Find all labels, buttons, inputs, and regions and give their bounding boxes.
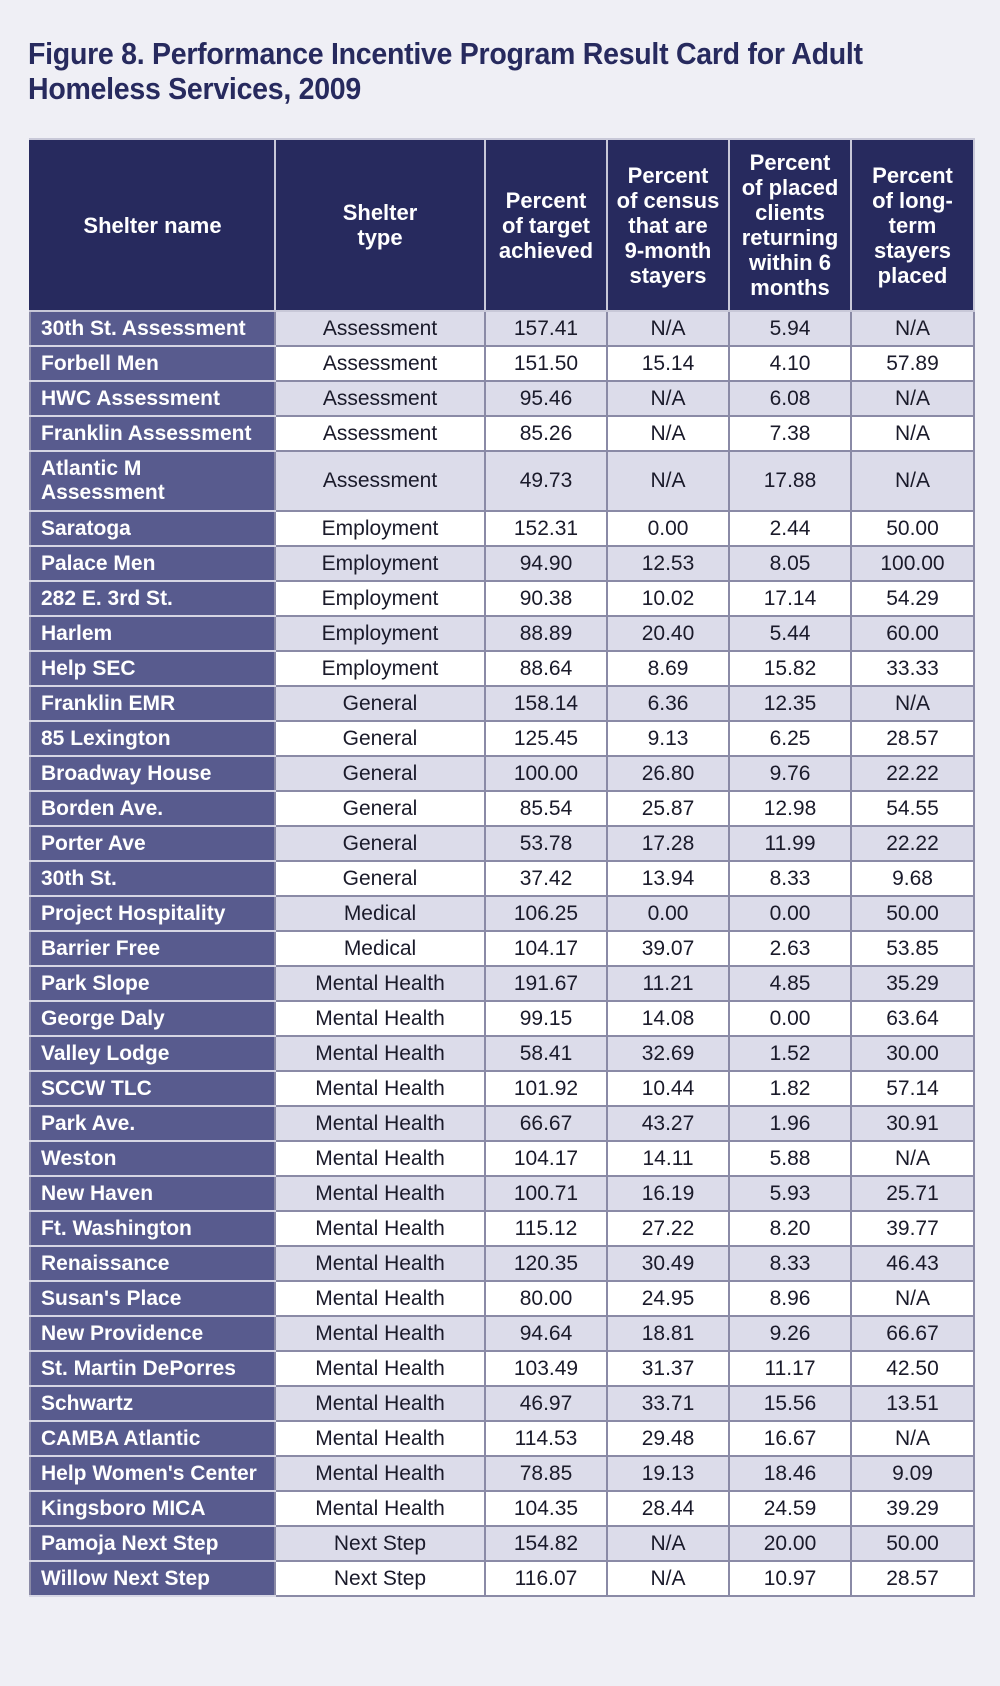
long-term-stayers-placed-cell: 9.68 xyxy=(851,861,974,896)
target-achieved-cell: 46.97 xyxy=(485,1386,607,1421)
table-row xyxy=(30,896,974,931)
returning-within-6-months-cell: 5.94 xyxy=(729,311,851,346)
nine-month-stayers-cell: 43.27 xyxy=(607,1106,729,1141)
nine-month-stayers-cell: 30.49 xyxy=(607,1246,729,1281)
shelter-name-cell: Park Slope xyxy=(30,966,275,1001)
long-term-stayers-placed-cell: 30.91 xyxy=(851,1106,974,1141)
returning-within-6-months-cell: 2.63 xyxy=(729,931,851,966)
long-term-stayers-placed-cell: 25.71 xyxy=(851,1176,974,1211)
shelter-name-cell: SCCW TLC xyxy=(30,1071,275,1106)
returning-within-6-months-cell: 8.05 xyxy=(729,546,851,581)
long-term-stayers-placed-cell: 100.00 xyxy=(851,546,974,581)
target-achieved-cell: 99.15 xyxy=(485,1001,607,1036)
table-row xyxy=(30,1246,974,1281)
nine-month-stayers-cell: N/A xyxy=(607,1526,729,1561)
shelter-name-cell: Atlantic M Assessment xyxy=(30,451,275,511)
shelter-name-cell: Broadway House xyxy=(30,756,275,791)
returning-within-6-months-cell: 12.35 xyxy=(729,686,851,721)
shelter-name-cell: Franklin Assessment xyxy=(30,416,275,451)
shelter-name-cell: Borden Ave. xyxy=(30,791,275,826)
table-row xyxy=(30,721,974,756)
table-row xyxy=(30,1281,974,1316)
target-achieved-cell: 106.25 xyxy=(485,896,607,931)
long-term-stayers-placed-cell: 33.33 xyxy=(851,651,974,686)
shelter-type-cell: Assessment xyxy=(275,346,485,381)
target-achieved-cell: 157.41 xyxy=(485,311,607,346)
table-row xyxy=(30,1421,974,1456)
shelter-name-cell: Forbell Men xyxy=(30,346,275,381)
returning-within-6-months-cell: 17.88 xyxy=(729,451,851,511)
long-term-stayers-placed-cell: N/A xyxy=(851,1281,974,1316)
target-achieved-cell: 100.71 xyxy=(485,1176,607,1211)
table-row xyxy=(30,311,974,346)
table-row xyxy=(30,511,974,546)
returning-within-6-months-cell: 11.17 xyxy=(729,1351,851,1386)
table-row xyxy=(30,791,974,826)
shelter-type-cell: Mental Health xyxy=(275,1246,485,1281)
shelter-name-cell: Help Women's Center xyxy=(30,1456,275,1491)
nine-month-stayers-cell: N/A xyxy=(607,311,729,346)
nine-month-stayers-cell: 26.80 xyxy=(607,756,729,791)
returning-within-6-months-cell: 16.67 xyxy=(729,1421,851,1456)
long-term-stayers-placed-cell: N/A xyxy=(851,1421,974,1456)
target-achieved-cell: 94.90 xyxy=(485,546,607,581)
target-achieved-cell: 100.00 xyxy=(485,756,607,791)
shelter-type-cell: Employment xyxy=(275,511,485,546)
returning-within-6-months-cell: 9.26 xyxy=(729,1316,851,1351)
returning-within-6-months-cell: 5.93 xyxy=(729,1176,851,1211)
table-row xyxy=(30,1071,974,1106)
target-achieved-cell: 115.12 xyxy=(485,1211,607,1246)
shelter-type-cell: General xyxy=(275,791,485,826)
shelter-name-cell: Susan's Place xyxy=(30,1281,275,1316)
nine-month-stayers-cell: 29.48 xyxy=(607,1421,729,1456)
table-body xyxy=(30,311,974,1596)
nine-month-stayers-cell: N/A xyxy=(607,381,729,416)
table-row xyxy=(30,1386,974,1421)
shelter-name-cell: New Haven xyxy=(30,1176,275,1211)
returning-within-6-months-cell: 6.08 xyxy=(729,381,851,416)
shelter-type-cell: Assessment xyxy=(275,381,485,416)
shelter-name-cell: Project Hospitality xyxy=(30,896,275,931)
target-achieved-cell: 103.49 xyxy=(485,1351,607,1386)
nine-month-stayers-cell: 16.19 xyxy=(607,1176,729,1211)
shelter-type-cell: Employment xyxy=(275,616,485,651)
long-term-stayers-placed-cell: 42.50 xyxy=(851,1351,974,1386)
table-row xyxy=(30,1001,974,1036)
returning-within-6-months-cell: 8.20 xyxy=(729,1211,851,1246)
table-row xyxy=(30,616,974,651)
long-term-stayers-placed-cell: N/A xyxy=(851,311,974,346)
returning-within-6-months-cell: 2.44 xyxy=(729,511,851,546)
table-row xyxy=(30,451,974,511)
target-achieved-cell: 85.26 xyxy=(485,416,607,451)
long-term-stayers-placed-cell: 54.29 xyxy=(851,581,974,616)
target-achieved-cell: 80.00 xyxy=(485,1281,607,1316)
target-achieved-cell: 90.38 xyxy=(485,581,607,616)
table-row xyxy=(30,1316,974,1351)
shelter-name-cell: Kingsboro MICA xyxy=(30,1491,275,1526)
shelter-type-cell: Medical xyxy=(275,896,485,931)
returning-within-6-months-cell: 4.10 xyxy=(729,346,851,381)
shelter-name-cell: 30th St. Assessment xyxy=(30,311,275,346)
long-term-stayers-placed-cell: N/A xyxy=(851,451,974,511)
target-achieved-cell: 154.82 xyxy=(485,1526,607,1561)
shelter-type-cell: General xyxy=(275,721,485,756)
nine-month-stayers-cell: 27.22 xyxy=(607,1211,729,1246)
returning-within-6-months-cell: 9.76 xyxy=(729,756,851,791)
table-row xyxy=(30,1176,974,1211)
target-achieved-cell: 95.46 xyxy=(485,381,607,416)
shelter-type-cell: Assessment xyxy=(275,311,485,346)
table-row xyxy=(30,826,974,861)
nine-month-stayers-cell: 25.87 xyxy=(607,791,729,826)
nine-month-stayers-cell: N/A xyxy=(607,1561,729,1596)
returning-within-6-months-cell: 7.38 xyxy=(729,416,851,451)
target-achieved-cell: 104.35 xyxy=(485,1491,607,1526)
shelter-type-cell: Assessment xyxy=(275,416,485,451)
target-achieved-cell: 78.85 xyxy=(485,1456,607,1491)
shelter-type-cell: Assessment xyxy=(275,451,485,511)
table-header-row xyxy=(30,139,974,311)
target-achieved-cell: 125.45 xyxy=(485,721,607,756)
returning-within-6-months-cell: 5.44 xyxy=(729,616,851,651)
nine-month-stayers-cell: 33.71 xyxy=(607,1386,729,1421)
shelter-type-cell: Mental Health xyxy=(275,1281,485,1316)
returning-within-6-months-cell: 8.96 xyxy=(729,1281,851,1316)
long-term-stayers-placed-cell: 54.55 xyxy=(851,791,974,826)
returning-within-6-months-cell: 17.14 xyxy=(729,581,851,616)
shelter-name-cell: New Providence xyxy=(30,1316,275,1351)
shelter-name-cell: St. Martin DePorres xyxy=(30,1351,275,1386)
figure-title: Figure 8. Performance Incentive Program Result Card for Adult Homeless Services, 2009 xyxy=(28,36,863,106)
shelter-name-cell: Park Ave. xyxy=(30,1106,275,1141)
column-header-shelter-type: Shelter type xyxy=(275,139,485,311)
target-achieved-cell: 152.31 xyxy=(485,511,607,546)
returning-within-6-months-cell: 6.25 xyxy=(729,721,851,756)
nine-month-stayers-cell: 18.81 xyxy=(607,1316,729,1351)
target-achieved-cell: 37.42 xyxy=(485,861,607,896)
returning-within-6-months-cell: 15.82 xyxy=(729,651,851,686)
target-achieved-cell: 151.50 xyxy=(485,346,607,381)
shelter-type-cell: Mental Health xyxy=(275,1036,485,1071)
returning-within-6-months-cell: 1.82 xyxy=(729,1071,851,1106)
target-achieved-cell: 49.73 xyxy=(485,451,607,511)
shelter-type-cell: General xyxy=(275,861,485,896)
table-row xyxy=(30,546,974,581)
nine-month-stayers-cell: 14.11 xyxy=(607,1141,729,1176)
nine-month-stayers-cell: 11.21 xyxy=(607,966,729,1001)
target-achieved-cell: 114.53 xyxy=(485,1421,607,1456)
long-term-stayers-placed-cell: 50.00 xyxy=(851,896,974,931)
long-term-stayers-placed-cell: 9.09 xyxy=(851,1456,974,1491)
long-term-stayers-placed-cell: 63.64 xyxy=(851,1001,974,1036)
shelter-type-cell: Mental Health xyxy=(275,1421,485,1456)
long-term-stayers-placed-cell: N/A xyxy=(851,1141,974,1176)
table-row xyxy=(30,1561,974,1596)
long-term-stayers-placed-cell: 22.22 xyxy=(851,756,974,791)
returning-within-6-months-cell: 20.00 xyxy=(729,1526,851,1561)
shelter-name-cell: Porter Ave xyxy=(30,826,275,861)
shelter-name-cell: Valley Lodge xyxy=(30,1036,275,1071)
returning-within-6-months-cell: 10.97 xyxy=(729,1561,851,1596)
table-row xyxy=(30,581,974,616)
shelter-type-cell: Mental Health xyxy=(275,1141,485,1176)
long-term-stayers-placed-cell: 57.89 xyxy=(851,346,974,381)
shelter-name-cell: CAMBA Atlantic xyxy=(30,1421,275,1456)
nine-month-stayers-cell: 10.44 xyxy=(607,1071,729,1106)
returning-within-6-months-cell: 1.96 xyxy=(729,1106,851,1141)
table-row xyxy=(30,651,974,686)
shelter-type-cell: Mental Health xyxy=(275,1176,485,1211)
table-row xyxy=(30,931,974,966)
shelter-name-cell: Saratoga xyxy=(30,511,275,546)
shelter-type-cell: Mental Health xyxy=(275,1351,485,1386)
shelter-name-cell: Harlem xyxy=(30,616,275,651)
shelter-type-cell: General xyxy=(275,686,485,721)
nine-month-stayers-cell: N/A xyxy=(607,451,729,511)
shelter-name-cell: Franklin EMR xyxy=(30,686,275,721)
long-term-stayers-placed-cell: 50.00 xyxy=(851,511,974,546)
column-header-long-term-stayers-placed: Percent of long- term stayers placed xyxy=(851,139,974,311)
table-row xyxy=(30,966,974,1001)
shelter-type-cell: Mental Health xyxy=(275,1211,485,1246)
long-term-stayers-placed-cell: 39.29 xyxy=(851,1491,974,1526)
shelter-name-cell: 282 E. 3rd St. xyxy=(30,581,275,616)
shelter-type-cell: Employment xyxy=(275,651,485,686)
target-achieved-cell: 85.54 xyxy=(485,791,607,826)
returning-within-6-months-cell: 5.88 xyxy=(729,1141,851,1176)
nine-month-stayers-cell: 32.69 xyxy=(607,1036,729,1071)
shelter-type-cell: Employment xyxy=(275,546,485,581)
returning-within-6-months-cell: 1.52 xyxy=(729,1036,851,1071)
target-achieved-cell: 88.89 xyxy=(485,616,607,651)
nine-month-stayers-cell: 28.44 xyxy=(607,1491,729,1526)
long-term-stayers-placed-cell: 46.43 xyxy=(851,1246,974,1281)
nine-month-stayers-cell: 14.08 xyxy=(607,1001,729,1036)
table-row xyxy=(30,756,974,791)
shelter-type-cell: General xyxy=(275,826,485,861)
nine-month-stayers-cell: 0.00 xyxy=(607,511,729,546)
returning-within-6-months-cell: 15.56 xyxy=(729,1386,851,1421)
shelter-type-cell: Next Step xyxy=(275,1526,485,1561)
shelter-name-cell: Weston xyxy=(30,1141,275,1176)
target-achieved-cell: 116.07 xyxy=(485,1561,607,1596)
nine-month-stayers-cell: 6.36 xyxy=(607,686,729,721)
long-term-stayers-placed-cell: N/A xyxy=(851,381,974,416)
nine-month-stayers-cell: 0.00 xyxy=(607,896,729,931)
nine-month-stayers-cell: 8.69 xyxy=(607,651,729,686)
table-row xyxy=(30,346,974,381)
nine-month-stayers-cell: 10.02 xyxy=(607,581,729,616)
long-term-stayers-placed-cell: 22.22 xyxy=(851,826,974,861)
shelter-name-cell: 85 Lexington xyxy=(30,721,275,756)
shelter-name-cell: Ft. Washington xyxy=(30,1211,275,1246)
long-term-stayers-placed-cell: 28.57 xyxy=(851,1561,974,1596)
shelter-type-cell: General xyxy=(275,756,485,791)
target-achieved-cell: 66.67 xyxy=(485,1106,607,1141)
shelter-type-cell: Mental Health xyxy=(275,1456,485,1491)
table-row xyxy=(30,1526,974,1561)
shelter-type-cell: Mental Health xyxy=(275,966,485,1001)
table-row xyxy=(30,686,974,721)
shelter-type-cell: Mental Health xyxy=(275,1491,485,1526)
returning-within-6-months-cell: 0.00 xyxy=(729,896,851,931)
column-header-nine-month-stayers: Percent of census that are 9-month stayers xyxy=(607,139,729,311)
shelter-name-cell: Barrier Free xyxy=(30,931,275,966)
target-achieved-cell: 101.92 xyxy=(485,1071,607,1106)
long-term-stayers-placed-cell: 35.29 xyxy=(851,966,974,1001)
long-term-stayers-placed-cell: 13.51 xyxy=(851,1386,974,1421)
shelter-name-cell: 30th St. xyxy=(30,861,275,896)
target-achieved-cell: 158.14 xyxy=(485,686,607,721)
long-term-stayers-placed-cell: 39.77 xyxy=(851,1211,974,1246)
shelter-name-cell: Help SEC xyxy=(30,651,275,686)
target-achieved-cell: 94.64 xyxy=(485,1316,607,1351)
returning-within-6-months-cell: 4.85 xyxy=(729,966,851,1001)
column-header-target-achieved: Percent of target achieved xyxy=(485,139,607,311)
shelter-type-cell: Mental Health xyxy=(275,1386,485,1421)
long-term-stayers-placed-cell: 66.67 xyxy=(851,1316,974,1351)
target-achieved-cell: 120.35 xyxy=(485,1246,607,1281)
long-term-stayers-placed-cell: 50.00 xyxy=(851,1526,974,1561)
table-row xyxy=(30,381,974,416)
target-achieved-cell: 88.64 xyxy=(485,651,607,686)
nine-month-stayers-cell: 15.14 xyxy=(607,346,729,381)
shelter-name-cell: Palace Men xyxy=(30,546,275,581)
long-term-stayers-placed-cell: 28.57 xyxy=(851,721,974,756)
shelter-name-cell: HWC Assessment xyxy=(30,381,275,416)
nine-month-stayers-cell: 31.37 xyxy=(607,1351,729,1386)
column-header-returning-within-6-months: Percent of placed clients returning within 6 months xyxy=(729,139,851,311)
target-achieved-cell: 58.41 xyxy=(485,1036,607,1071)
long-term-stayers-placed-cell: N/A xyxy=(851,686,974,721)
returning-within-6-months-cell: 12.98 xyxy=(729,791,851,826)
table-row xyxy=(30,1456,974,1491)
shelter-type-cell: Employment xyxy=(275,581,485,616)
shelter-name-cell: Schwartz xyxy=(30,1386,275,1421)
returning-within-6-months-cell: 8.33 xyxy=(729,1246,851,1281)
long-term-stayers-placed-cell: 53.85 xyxy=(851,931,974,966)
target-achieved-cell: 53.78 xyxy=(485,826,607,861)
nine-month-stayers-cell: 19.13 xyxy=(607,1456,729,1491)
shelter-type-cell: Mental Health xyxy=(275,1071,485,1106)
column-header-shelter-name: Shelter name xyxy=(30,139,275,311)
returning-within-6-months-cell: 8.33 xyxy=(729,861,851,896)
long-term-stayers-placed-cell: N/A xyxy=(851,416,974,451)
returning-within-6-months-cell: 0.00 xyxy=(729,1001,851,1036)
target-achieved-cell: 104.17 xyxy=(485,931,607,966)
shelter-type-cell: Mental Health xyxy=(275,1316,485,1351)
shelter-type-cell: Next Step xyxy=(275,1561,485,1596)
nine-month-stayers-cell: 24.95 xyxy=(607,1281,729,1316)
table-row xyxy=(30,861,974,896)
nine-month-stayers-cell: 12.53 xyxy=(607,546,729,581)
table-row xyxy=(30,1036,974,1071)
nine-month-stayers-cell: 9.13 xyxy=(607,721,729,756)
returning-within-6-months-cell: 11.99 xyxy=(729,826,851,861)
long-term-stayers-placed-cell: 57.14 xyxy=(851,1071,974,1106)
shelter-type-cell: Mental Health xyxy=(275,1001,485,1036)
table-row xyxy=(30,1106,974,1141)
returning-within-6-months-cell: 18.46 xyxy=(729,1456,851,1491)
nine-month-stayers-cell: 20.40 xyxy=(607,616,729,651)
shelter-name-cell: George Daly xyxy=(30,1001,275,1036)
target-achieved-cell: 191.67 xyxy=(485,966,607,1001)
target-achieved-cell: 104.17 xyxy=(485,1141,607,1176)
table-row xyxy=(30,1211,974,1246)
shelter-type-cell: Medical xyxy=(275,931,485,966)
long-term-stayers-placed-cell: 30.00 xyxy=(851,1036,974,1071)
result-card-table xyxy=(29,138,975,1597)
table-row xyxy=(30,1141,974,1176)
table-row xyxy=(30,416,974,451)
long-term-stayers-placed-cell: 60.00 xyxy=(851,616,974,651)
nine-month-stayers-cell: 13.94 xyxy=(607,861,729,896)
shelter-name-cell: Pamoja Next Step xyxy=(30,1526,275,1561)
table-row xyxy=(30,1351,974,1386)
shelter-name-cell: Willow Next Step xyxy=(30,1561,275,1596)
returning-within-6-months-cell: 24.59 xyxy=(729,1491,851,1526)
shelter-name-cell: Renaissance xyxy=(30,1246,275,1281)
table-row xyxy=(30,1491,974,1526)
nine-month-stayers-cell: 17.28 xyxy=(607,826,729,861)
shelter-type-cell: Mental Health xyxy=(275,1106,485,1141)
nine-month-stayers-cell: N/A xyxy=(607,416,729,451)
nine-month-stayers-cell: 39.07 xyxy=(607,931,729,966)
